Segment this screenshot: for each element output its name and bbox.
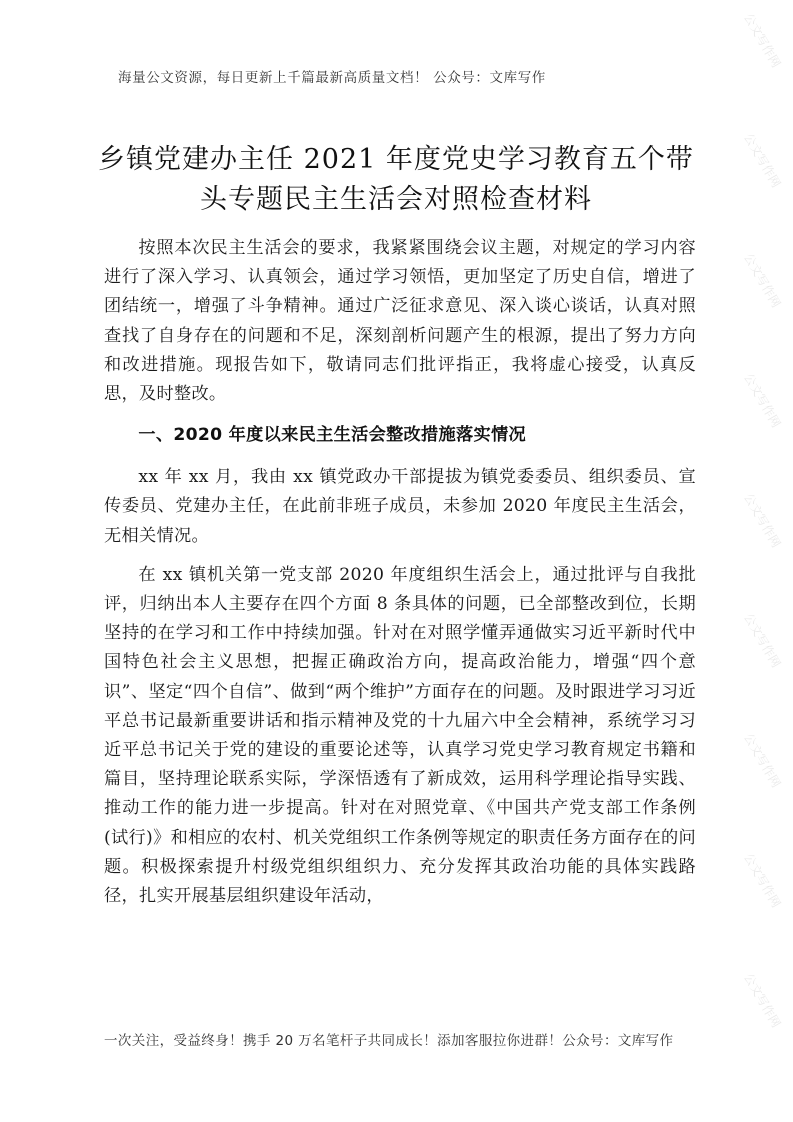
body-paragraph-2: 在 xx 镇机关第一党支部 2020 年度组织生活会上，通过批评与自我批评，归纳出本人主要存在四个方面 8 条具体的问题，已全部整改到位，长期坚持的在学习和工作中持续加强。针对在对照学懂弄通做实习近平新时代中国特色社会主义思想，把握正确政治方向，提高政治能力，增强“四个意识”、坚定“四个自信”、做到“两个维护”方面存在的问题。及时跟进学习习近平总书记最新重要讲话和指示精神及党的十九届六中全会精神，系统学习习近平总书记关于党的建设的重要论述等，认真学习党史学习教育规定书籍和篇目，坚持理论联系实际，学深悟透有了新成效，运用科学理论指导实践、推动工作的能力进一步提高。针对在对照党章、《中国共产党支部工作条例(试行)》和相应的农村、机关党组织工作条例等规定的职责任务方面存在的问题。积极探索提升村级党组织组织力、充分发挥其政治功能的具体实践路径，扎实开展基层组织建设年活动， xyxy=(104,564,696,907)
watermark-text: 公文写作网 xyxy=(741,131,784,190)
watermark-text: 公文写作网 xyxy=(741,971,784,1030)
footer-promo-text: 一次关注，受益终身！携手 20 万名笔杆子共同成长！添加客服拉你进群！公众号：文库写作 xyxy=(104,1033,674,1049)
watermark-strip xyxy=(741,0,793,1122)
document-title: 乡镇党建办主任 2021 年度党史学习教育五个带头专题民主生活会对照检查材料 xyxy=(98,144,694,215)
watermark-text: 公文写作网 xyxy=(741,851,784,910)
watermark-text: 公文写作网 xyxy=(741,251,784,310)
body-paragraph-1: xx 年 xx 月，我由 xx 镇党政办干部提拔为镇党委委员、组织委员、宣传委员、党建办主任，在此前非班子成员，未参加 2020 年度民主生活会，无相关情况。 xyxy=(104,467,696,546)
section-heading-1: 一、2020 年度以来民主生活会整改措施落实情况 xyxy=(138,425,526,446)
watermark-text: 公文写作网 xyxy=(741,731,784,790)
watermark-text: 公文写作网 xyxy=(741,611,784,670)
watermark-text: 公文写作网 xyxy=(741,11,784,70)
watermark-text: 公文写作网 xyxy=(741,491,784,550)
header-promo-text: 海量公文资源，每日更新上千篇最新高质量文档！ 公众号：文库写作 xyxy=(118,70,546,86)
intro-paragraph: 按照本次民主生活会的要求，我紧紧围绕会议主题，对规定的学习内容进行了深入学习、认真领会，通过学习领悟，更加坚定了历史自信，增进了团结统一，增强了斗争精神。通过广泛征求意见、深入谈心谈话，认真对照查找了自身存在的问题和不足，深刻剖析问题产生的根源，提出了努力方向和改进措施。现报告如下，敬请同志们批评指正，我将虚心接受，认真反思，及时整改。 xyxy=(104,238,696,405)
document-body xyxy=(104,234,696,921)
watermark-text: 公文写作网 xyxy=(741,371,784,430)
